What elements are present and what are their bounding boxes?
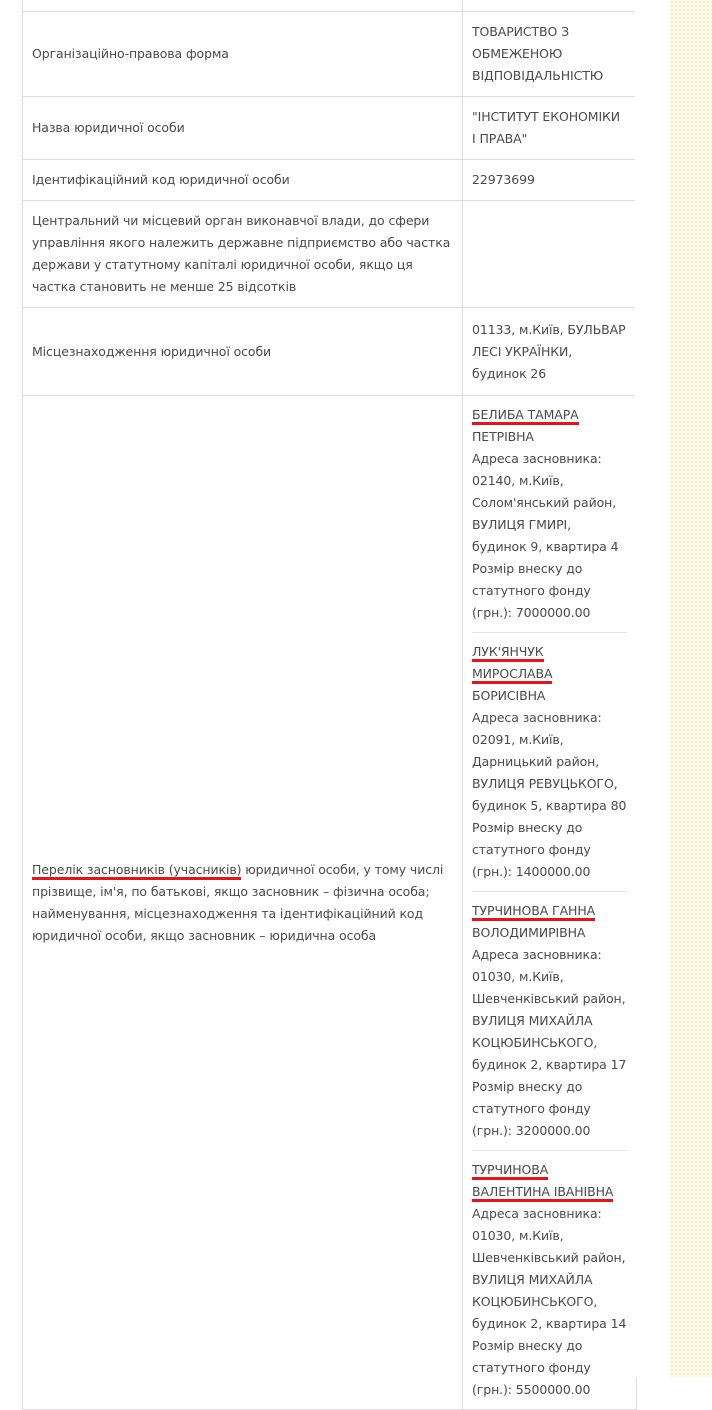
founder-name-marked: ЛУК'ЯНЧУК МИРОСЛАВА (472, 644, 552, 684)
founders-label-highlight: Перелік засновників (учасників) (32, 862, 241, 880)
entity-name-value: "ІНСТИТУТ ЕКОНОМІКИ І ПРАВА" (463, 97, 637, 160)
founder-address: 01030, м.Київ, Шевченківський район, ВУЛИЦЯ МИХАЙЛА КОЦЮБИНСЬКОГО, будинок 2, квартира 14 (472, 1228, 627, 1331)
founders-list (463, 396, 637, 1410)
table-row (23, 308, 637, 396)
location-value: 01133, м.Київ, БУЛЬВАР ЛЕСІ УКРАЇНКИ, будинок 26 (463, 308, 637, 396)
founder-address-label: Адреса засновника: (472, 947, 602, 962)
founder-name-marked: БЕЛИБА ТАМАРА (472, 407, 579, 425)
founder-item (472, 900, 627, 1151)
founder-address-label: Адреса засновника: (472, 451, 602, 466)
table-row (23, 97, 637, 160)
founder-item (472, 404, 627, 633)
founder-contribution-label: Розмір внеску до статутного фонду (грн.): (472, 820, 591, 879)
legal-form-value: ТОВАРИСТВО З ОБМЕЖЕНОЮ ВІДПОВІДАЛЬНІСТЮ (463, 12, 637, 97)
entity-name-label: Назва юридичної особи (23, 97, 463, 160)
founder-address: 02091, м.Київ, Дарницький район, ВУЛИЦЯ РЕВУЦЬКОГО, будинок 5, квартира 80 (472, 732, 627, 813)
founder-name-rest: ПЕТРІВНА (472, 429, 534, 444)
legal-form-label: Організаційно-правова форма (23, 12, 463, 97)
entity-code-label: Ідентифікаційний код юридичної особи (23, 160, 463, 201)
founder-contribution: 7000000.00 (515, 605, 591, 620)
founder-name-marked: ТУРЧИНОВА ГАННА (472, 903, 595, 921)
registry-table (22, 0, 637, 1410)
founders-label-rest: юридичної особи, у тому числі прізвище, ім'я, по батькові, якщо засновник – фізична особа; найменування, місцезнаходження та ідентифікаційний код юридичної особи, якщо засновник – юридична особа (32, 862, 444, 943)
founder-name-marked: ТУРЧИНОВА ВАЛЕНТИНА ІВАНІВНА (472, 1162, 613, 1202)
founder-item (472, 1159, 627, 1409)
sidebar-gap (635, 0, 670, 1377)
table-cell (463, 0, 637, 12)
founder-contribution-label: Розмір внеску до статутного фонду (грн.): (472, 561, 591, 620)
table-row (23, 160, 637, 201)
founder-address-label: Адреса засновника: (472, 1206, 602, 1221)
founder-item (472, 641, 627, 892)
table-row (23, 0, 637, 12)
founder-contribution-label: Розмір внеску до статутного фонду (грн.): (472, 1079, 591, 1138)
decorative-side-strip (670, 0, 712, 1377)
founder-address-label: Адреса засновника: (472, 710, 602, 725)
founder-name-rest: ВОЛОДИМИРІВНА (472, 925, 586, 940)
authority-label: Центральний чи місцевий орган виконавчої влади, до сфери управління якого належить державне підприємство або частка держави у статутному капіталі юридичної особи, якщо ця частка становить не менше 25 відсотків (23, 201, 463, 308)
authority-value (463, 201, 637, 308)
location-label: Місцезнаходження юридичної особи (23, 308, 463, 396)
founder-address: 02140, м.Київ, Солом'янський район, ВУЛИЦЯ ГМИРІ, будинок 9, квартира 4 (472, 473, 619, 554)
page-margin (0, 0, 22, 1377)
founder-contribution: 5500000.00 (515, 1382, 591, 1397)
founder-contribution: 1400000.00 (515, 864, 591, 879)
founder-name-rest: БОРИСІВНА (472, 688, 546, 703)
table-row (23, 396, 637, 1410)
founders-label (23, 396, 463, 1410)
founder-contribution-label: Розмір внеску до статутного фонду (грн.): (472, 1338, 591, 1397)
entity-code-value: 22973699 (463, 160, 637, 201)
table-row (23, 12, 637, 97)
founder-contribution: 3200000.00 (515, 1123, 591, 1138)
table-row (23, 201, 637, 308)
founder-address: 01030, м.Київ, Шевченківський район, ВУЛИЦЯ МИХАЙЛА КОЦЮБИНСЬКОГО, будинок 2, квартира 17 (472, 969, 627, 1072)
table-cell (23, 0, 463, 12)
